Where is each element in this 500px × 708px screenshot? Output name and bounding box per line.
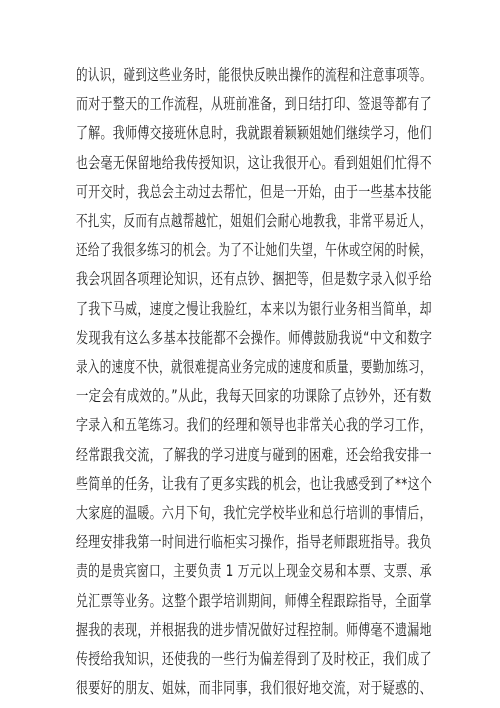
text-line: 而对于整天的工作流程，从班前准备，到日结打印、签退等都有了 (76, 95, 432, 114)
text-line: 的认识，碰到这些业务时，能很快反映出操作的流程和注意事项等。 (76, 66, 432, 84)
text-line: 不扎实，反而有点越帮越忙，姐姐们会耐心地教我，非常平易近人， (76, 212, 432, 230)
text-line: 很要好的朋友、姐妹，而非同事，我们很好地交流，对于疑惑的、 (76, 679, 432, 698)
text-line: 了我下马威，速度之慢让我脸红，本来以为银行业务相当简单，却 (76, 299, 432, 318)
text-line: 了解。我师傅交接班休息时，我就跟着颖颖姐她们继续学习，他们 (76, 124, 432, 143)
text-line: 些简单的任务，让我有了更多实践的机会，也让我感受到了**这个 (76, 474, 433, 493)
text-line: 还给了我很多练习的机会。为了不让她们失望，午休或空闲的时候， (76, 241, 432, 260)
text-line: 字录入和五笔练习。我们的经理和领导也非常关心我的学习工作， (76, 416, 432, 435)
text-line: 责的是贵宾窗口，主要负责 1 万元以上现金交易和本票、支票、承 (76, 562, 432, 581)
text-line: 兑汇票等业务。这整个跟学培训期间，师傅全程跟踪指导，全面掌 (76, 591, 432, 610)
text-line: 可开交时，我总会主动过去帮忙，但是一开始，由于一些基本技能 (76, 182, 432, 201)
text-line: 经理安排我第一时间进行临柜实习操作，指导老师跟班指导。我负 (76, 533, 432, 552)
text-line: 握我的表现，并根据我的进步情况做好过程控制。师傅毫不遗漏地 (76, 620, 432, 639)
text-line: 大家庭的温暖。六月下旬，我忙完学校毕业和总行培训的事情后， (76, 504, 432, 522)
text-line: 发现我有这么多基本技能都不会操作。师傅鼓励我说“中文和数字 (76, 328, 433, 347)
text-line: 也会毫无保留地给我传授知识，这让我很开心。看到姐姐们忙得不 (76, 153, 432, 172)
text-line: 一定会有成效的。”从此，我每天回家的功课除了点钞外，还有数 (76, 387, 432, 406)
text-line: 经常跟我交流，了解我的学习进度与碰到的困难，还会给我安排一 (76, 445, 432, 464)
text-line: 传授给我知识，还使我的一些行为偏差得到了及时校正，我们成了 (76, 650, 432, 668)
text-line: 录入的速度不快，就很难提高业务完成的速度和质量，要勤加练习， (76, 358, 432, 376)
text-line: 我会巩固各项理论知识，还有点钞、捆把等，但是数字录入似乎给 (76, 270, 432, 289)
